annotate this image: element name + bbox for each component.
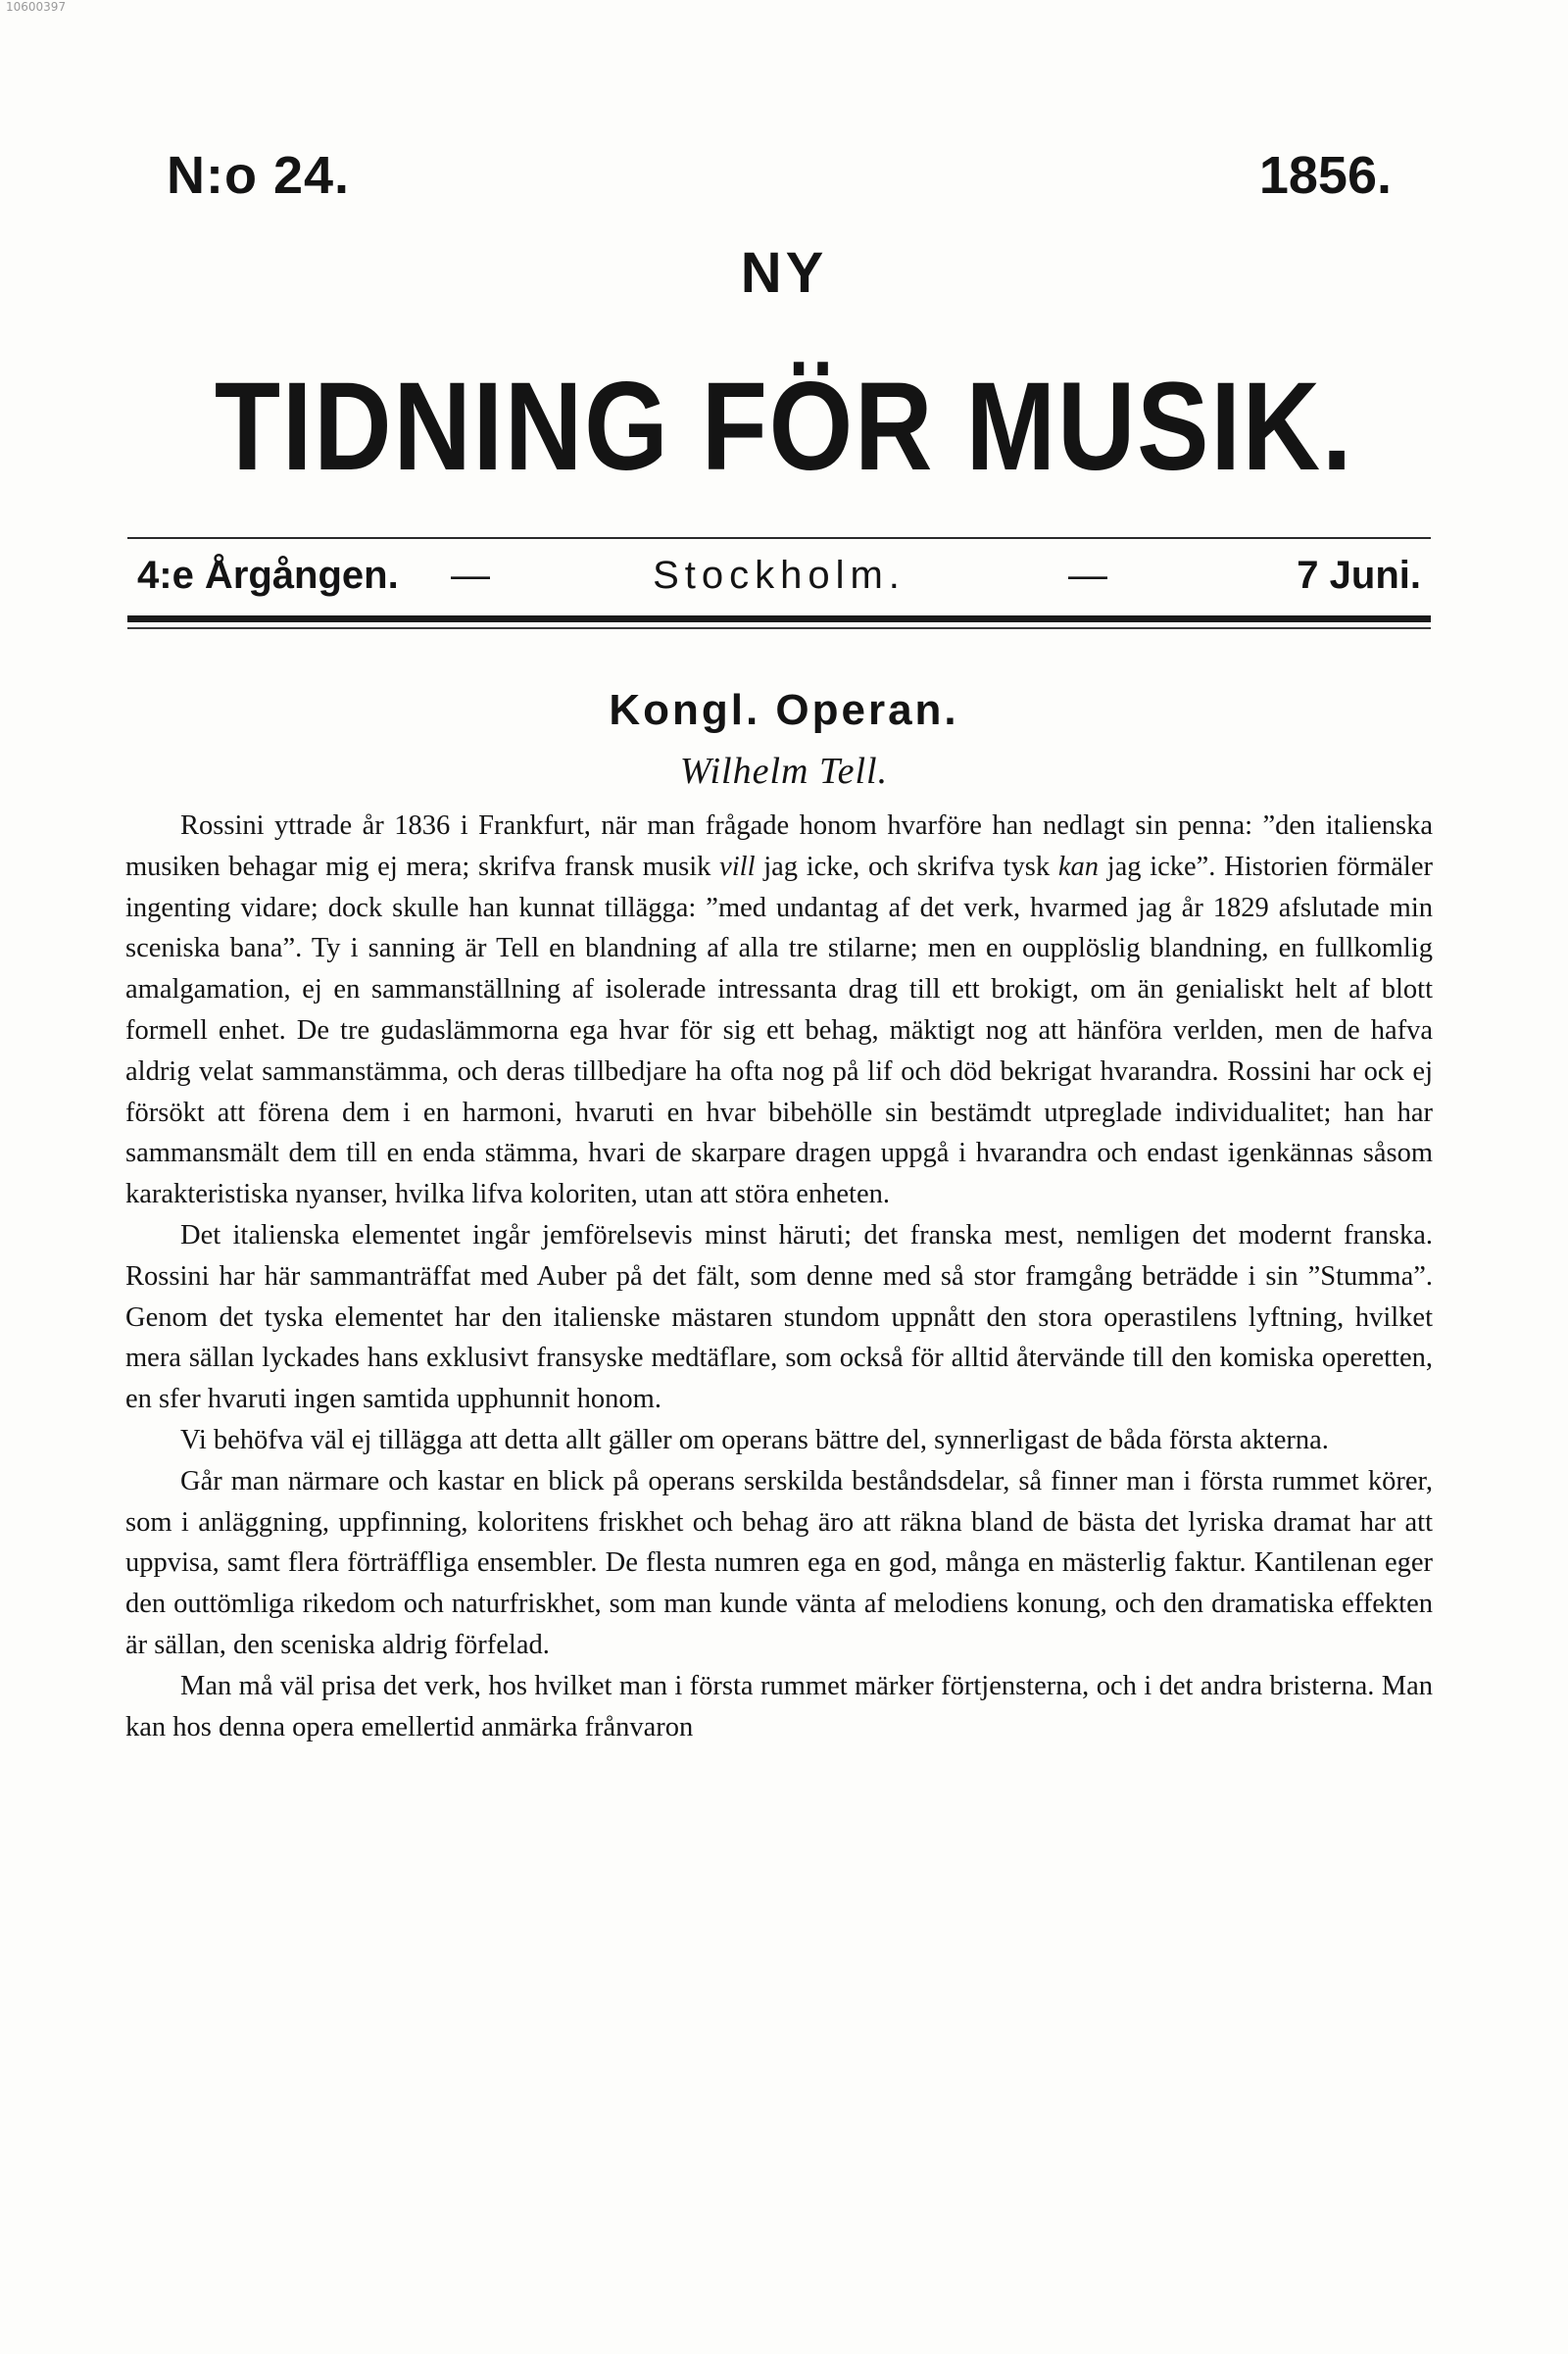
paragraph-1-text-a: Rossini yttrade år 1836 i Frankfurt, när man frågade honom hvarföre han nedlagt sin penna: ”den italienska musiken behagar mig ej mera; skrifva fransk musik <box>125 810 1433 882</box>
masthead-rule-top <box>127 537 1431 539</box>
article-subheading: Wilhelm Tell. <box>679 751 889 792</box>
paragraph-2: Det italienska elementet ingår jemförelsevis minst häruti; det franska mest, nemligen det modernt franska. Rossini har här sammanträffat med Auber på det fält, som denne med så stor framgång beträdde i sin ”Stumma”. Genom det tyska elementet har den italienske mästaren stundom uppnått den stora operastilens lyftning, hvilket mera sällan lyckades hans exklusivt fransyske medtäflare, som också för alltid återvände till den komiska operetten, en sfer hvaruti ingen samtida upphunnit honom. <box>125 1219 1433 1415</box>
paragraph-1-text-b: jag icke, och skrifva tysk <box>755 851 1058 882</box>
masthead-meta-row <box>127 554 1431 613</box>
title-prefix: NY <box>740 241 828 305</box>
scan-identifier: 10600397 <box>6 0 67 14</box>
emphasis-vill: vill <box>719 851 756 882</box>
publication-year: 1856. <box>1258 146 1392 205</box>
article-heading: Kongl. Operan. <box>609 686 959 734</box>
masthead-top-row <box>127 145 1431 214</box>
issue-number: N:o 24. <box>167 146 351 205</box>
masthead-rule-bottom <box>127 627 1431 629</box>
paragraph-1 <box>125 806 1433 1215</box>
masthead-rule-thick <box>127 615 1431 622</box>
volume-label: 4:e Årgången. <box>137 554 399 597</box>
paragraph-4: Går man närmare och kastar en blick på operans serskilda beståndsdelar, så finner man i första rummet körer, som i anläggning, uppfinning, koloritens friskhet och behag äro att räkna bland de bästa det lyriska dramat har att uppvisa, samt flera förträffliga ensembler. De flesta numren ega en god, många en mästerlig faktur. Kantilenan eger den outtömliga rikedom och naturfriskhet, som man kunde vänta af melodiens konung, och den dramatiska effekten är sällan, den sceniska aldrig förfelad. <box>125 1465 1433 1660</box>
paragraph-5: Man må väl prisa det verk, hos hvilket man i första rummet märker förtjensterna, och i det andra bristerna. Man kan hos denna opera emellertid anmärka frånvaron <box>125 1670 1433 1742</box>
separator-dash-left: — <box>451 554 490 597</box>
paragraph-1-text-c: jag icke”. Historien förmäler ingenting vidare; dock skulle han kunnat tillägga: ”med undantag af det verk, hvarmed jag år 1829 afslutade min sceniska bana”. Ty i sanning är Tell en blandning af alla tre stilarne; men en oupplöslig blandning, en fullkomlig amalgamation, ej en sammanställning af isolerade intressanta drag till ett brokigt, om än genialiskt helt af blott formell enhet. De tre gudaslämmorna ega hvar för sig ett behag, mäktigt nog att hänföra verlden, men de hafva aldrig velat sammanstämma, och deras tillbedjare ha ofta nog på lif och död bekrigat hvarandra. Rossini har ock ej försökt att förena dem i en harmoni, hvaruti en hvar bibehölle sin bestämdt utpreglade individualitet; han har sammansmält dem till en enda stämma, hvari de skarpare dragen uppgå i hvarandra och endast igenkännas såsom karakteristiska nyanser, hvilka lifva koloriten, utan att störa enheten. <box>125 851 1433 1210</box>
newspaper-title: TIDNING FÖR MUSIK. <box>214 357 1354 497</box>
article-body <box>125 806 1433 1747</box>
issue-date: 7 Juni. <box>1297 554 1421 597</box>
emphasis-kan: kan <box>1057 851 1099 882</box>
paragraph-3: Vi behöfva väl ej tillägga att detta allt gäller om operans bättre del, synnerligast de båda första akterna. <box>180 1424 1329 1455</box>
place-of-publication: Stockholm. <box>653 554 906 597</box>
separator-dash-right: — <box>1068 554 1107 597</box>
